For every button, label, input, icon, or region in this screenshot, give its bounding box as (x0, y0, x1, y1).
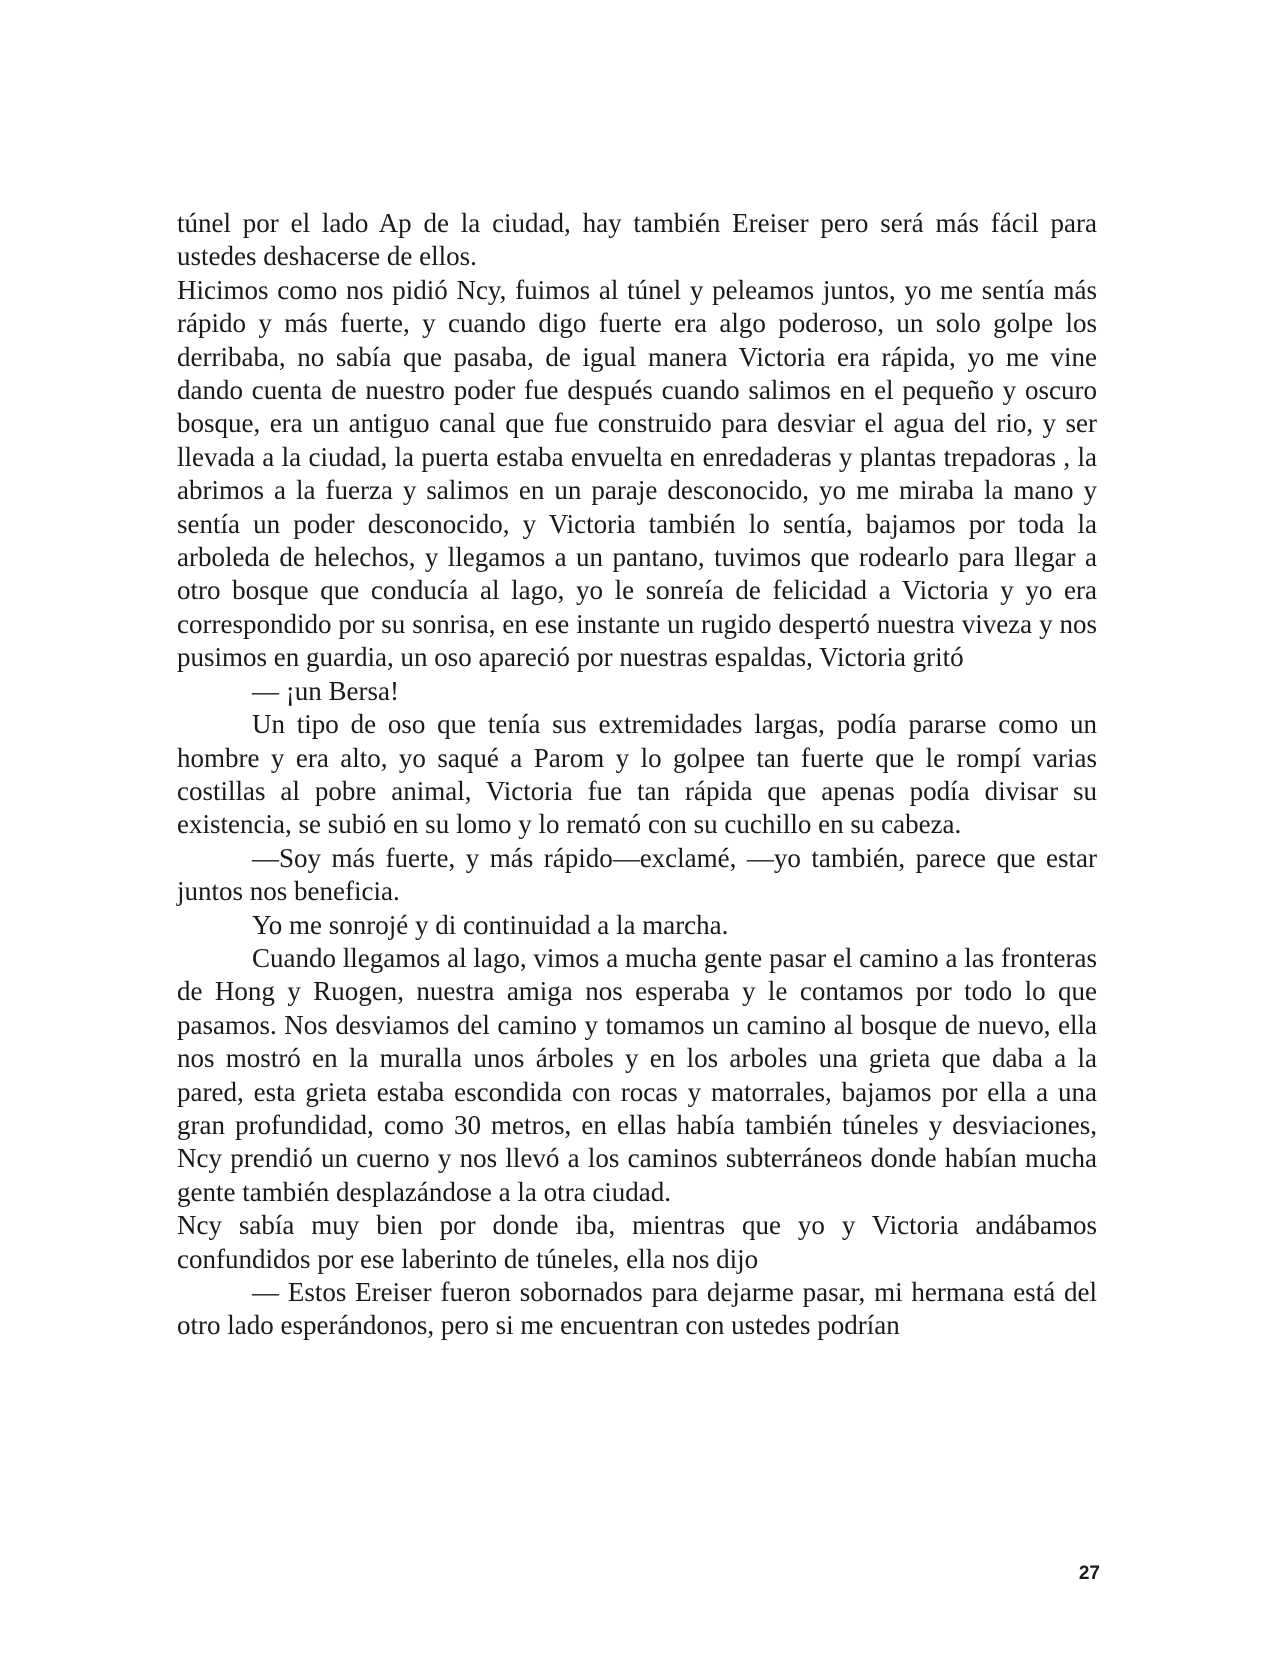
body-text (177, 207, 1097, 1343)
page-number: 27 (1078, 1563, 1100, 1584)
paragraph: Un tipo de oso que tenía sus extremidades largas, podía pararse como un hombre y era alto, yo saqué a Parom y lo golpee tan fuerte que le rompí varias costillas al pobre animal, Victoria fue tan rápida que apenas podía divisar su existencia, se subió en su lomo y lo remató con su cuchillo en su cabeza. (177, 709, 1097, 840)
dialogue-line: — ¡un Bersa! (252, 675, 399, 706)
dialogue-line: — Estos Ereiser fueron sobornados para dejarme pasar, mi hermana está del otro lado esperándonos, pero si me encuentran con ustedes podrían (177, 1277, 1097, 1341)
paragraph: Ncy sabía muy bien por donde iba, mientras que yo y Victoria andábamos confundidos por ese laberinto de túneles, ella nos dijo (177, 1210, 1097, 1274)
dialogue-line: —Soy más fuerte, y más rápido—exclamé, —yo también, parece que estar juntos nos beneficia. (177, 842, 1097, 907)
paragraph: Hicimos como nos pidió Ncy, fuimos al túnel y peleamos juntos, yo me sentía más rápido y más fuerte, y cuando digo fuerte era algo poderoso, un solo golpe los derribaba, no sabía que pasaba, de igual manera Victoria era rápida, yo me vine dando cuenta de nuestro poder fue después cuando salimos en el pequeño y oscuro bosque, era un antiguo canal que fue construido para desviar el agua del rio, y ser llevada a la ciudad, la puerta estaba envuelta en enredaderas y plantas trepadoras , la abrimos a la fuerza y salimos en un paraje desconocido, yo me miraba la mano y sentía un poder desconocido, y Victoria también lo sentía, bajamos por toda la arboleda de helechos, y llegamos a un pantano, tuvimos que rodearlo para llegar a otro bosque que conducía al lago, yo le sonreía de felicidad a Victoria y yo era correspondido por su sonrisa, en ese instante un rugido despertó nuestra viveza y nos pusimos en guardia, un oso apareció por nuestras espaldas, Victoria gritó (177, 274, 1097, 673)
paragraph: Cuando llegamos al lago, vimos a mucha gente pasar el camino a las fronteras de Hong y Ruogen, nuestra amiga nos esperaba y le contamos por todo lo que pasamos. Nos desviamos del camino y tomamos un camino al bosque de nuevo, ella nos mostró en la muralla unos árboles y en los arboles una grieta que daba a la pared, esta grieta estaba escondida con rocas y matorrales, bajamos por ella a una gran profundidad, como 30 metros, en ellas había también túneles y desviaciones, Ncy prendió un cuerno y nos llevó a los caminos subterráneos donde habían mucha gente también desplazándose a la otra ciudad. (177, 942, 1097, 1207)
paragraph: Yo me sonrojé y di continuidad a la marcha. (252, 909, 729, 940)
paragraph: túnel por el lado Ap de la ciudad, hay también Ereiser pero será más fácil para ustedes deshacerse de ellos. (177, 208, 1097, 272)
